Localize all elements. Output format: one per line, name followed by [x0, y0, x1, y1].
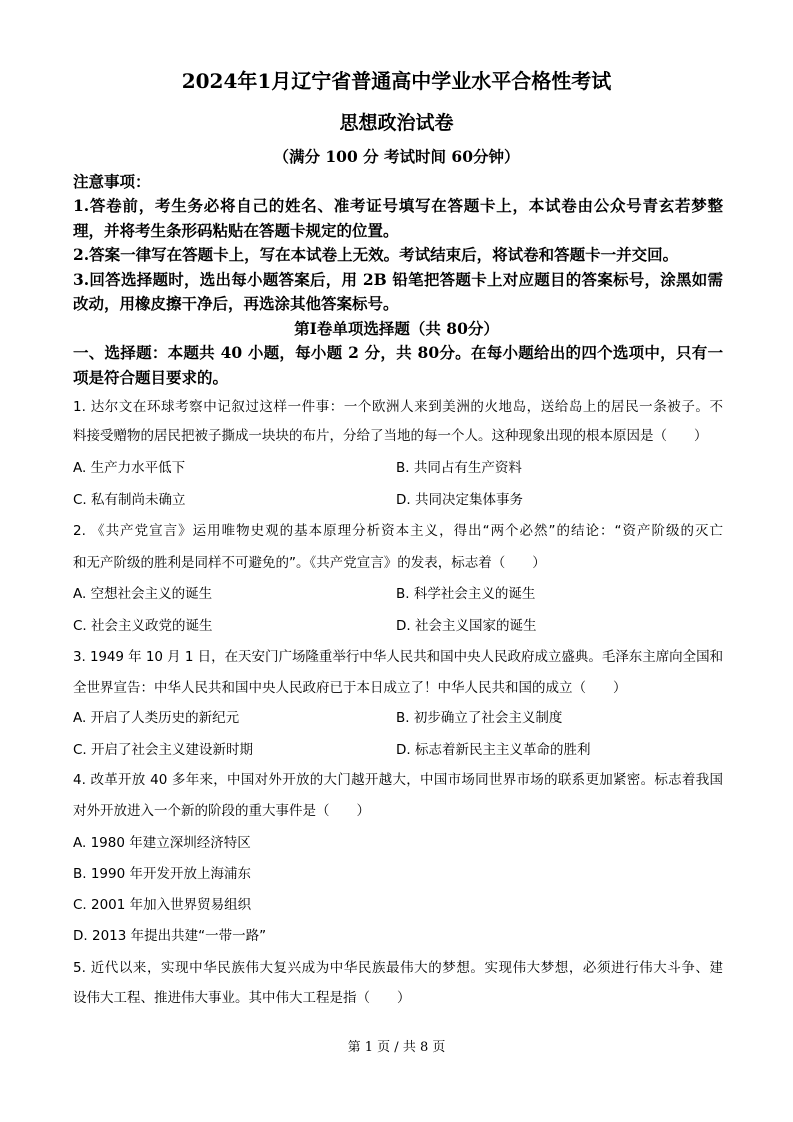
question-4-option-d: D. 2013 年提出共建“一带一路”: [73, 928, 267, 944]
question-5-text: 设伟大工程、推进伟大事业。其中伟大工程是指（ ）: [73, 990, 411, 1006]
question-4-text: 对外开放进入一个新的阶段的重大事件是（ ）: [73, 803, 370, 819]
question-3-option-d: D. 标志着新民主主义革命的胜利: [396, 742, 591, 758]
question-2-option-d: D. 社会主义国家的诞生: [396, 618, 537, 634]
notice-line: 理，并将考生条形码粘贴在答题卡规定的位置。: [73, 221, 399, 240]
question-3-option-c: C. 开启了社会主义建设新时期: [73, 742, 254, 758]
question-2-option-a: A. 空想社会主义的诞生: [73, 586, 213, 602]
section-instructions: 一、选择题：本题共 40 小题，每小题 2 分，共 80分。在每小题给出的四个选项中，只有一: [73, 343, 723, 362]
question-2-option-b: B. 科学社会主义的诞生: [396, 586, 536, 602]
question-4-option-a: A. 1980 年建立深圳经济特区: [73, 835, 251, 851]
question-5-text: 5. 近代以来，实现中华民族伟大复兴成为中华民族最伟大的梦想。实现伟大梦想，必须进行伟大斗争、建: [73, 960, 723, 976]
score-time: （满分 100 分 考试时间 60分钟）: [273, 147, 520, 166]
exam-title: 2024年1月辽宁省普通高中学业水平合格性考试: [181, 69, 612, 93]
question-3-option-b: B. 初步确立了社会主义制度: [396, 710, 563, 726]
notice-line: 1.答卷前，考生务必将自己的姓名、准考证号填写在答题卡上，本试卷由公众号青玄若梦整: [73, 196, 723, 215]
question-4-text: 4. 改革开放 40 多年来，中国对外开放的大门越开越大，中国市场同世界市场的联系更加紧密。标志着我国: [73, 772, 723, 788]
question-2-text: 2. 《共产党宣言》运用唯物史观的基本原理分析资本主义，得出“两个必然”的结论：“资产阶级的灭亡: [73, 523, 723, 539]
notice-line: 2.答案一律写在答题卡上，写在本试卷上无效。考试结束后，将试卷和答题卡一并交回。: [73, 245, 679, 264]
question-2-option-c: C. 社会主义政党的诞生: [73, 618, 213, 634]
question-4-option-b: B. 1990 年开发开放上海浦东: [73, 866, 251, 882]
question-1-option-c: C. 私有制尚未确立: [73, 492, 186, 508]
notice-line: 改动，用橡皮擦干净后，再选涂其他答案标号。: [73, 294, 399, 313]
question-3-text: 3. 1949 年 10 月 1 日，在天安门广场隆重举行中华人民共和国中央人民政府成立盛典。毛泽东主席向全国和: [73, 649, 723, 665]
section-instructions: 项是符合题目要求的。: [73, 368, 229, 387]
page-footer: 第 1 页 / 共 8 页: [347, 1040, 446, 1055]
notice-heading: 注意事项：: [73, 172, 151, 191]
question-1-option-a: A. 生产力水平低下: [73, 460, 186, 476]
question-1-option-d: D. 共同决定集体事务: [396, 492, 523, 508]
exam-subtitle: 思想政治试卷: [339, 112, 454, 134]
question-1-text: 料接受赠物的居民把被子撕成一块块的布片，分给了当地的每一个人。这种现象出现的根本原因是（ ）: [73, 428, 708, 444]
notice-line: 3.回答选择题时，选出每小题答案后，用 2B 铅笔把答题卡上对应题目的答案标号，涂黑如需: [73, 270, 723, 289]
question-3-option-a: A. 开启了人类历史的新纪元: [73, 710, 240, 726]
section-title: 第Ⅰ卷单项选择题（共 80分）: [294, 319, 499, 338]
question-2-text: 和无产阶级的胜利是同样不可避免的”。《共产党宣言》的发表，标志着（ ）: [73, 555, 546, 571]
question-4-option-c: C. 2001 年加入世界贸易组织: [73, 897, 252, 913]
question-1-option-b: B. 共同占有生产资料: [396, 460, 522, 476]
question-3-text: 全世界宣告：中华人民共和国中央人民政府已于本日成立了！中华人民共和国的成立（ ）: [73, 680, 627, 696]
question-1-text: 1. 达尔文在环球考察中记叙过这样一件事：一个欧洲人来到美洲的火地岛，送给岛上的居民一条被子。不: [73, 399, 723, 415]
